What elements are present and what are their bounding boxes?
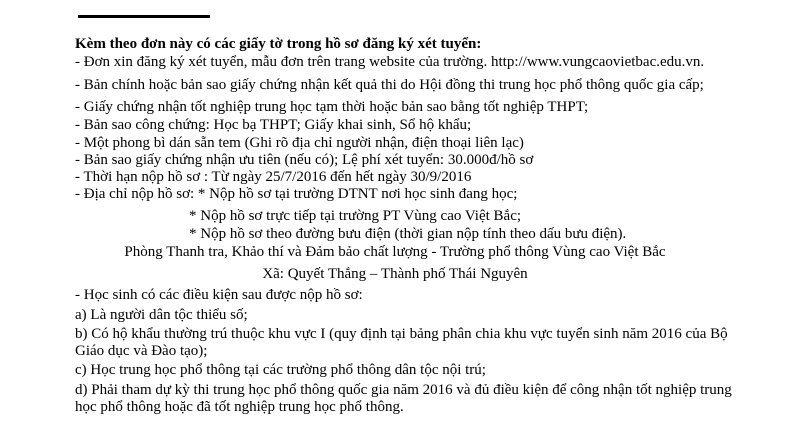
condition-item: a) Là người dân tộc thiểu số; xyxy=(75,307,248,323)
top-rule xyxy=(78,15,210,18)
doc-item: - Địa chỉ nộp hồ sơ: * Nộp hồ sơ tại trường DTNT nơi học sinh đang học; xyxy=(75,186,518,202)
address-option: * Nộp hồ sơ theo đường bưu điện (thời gian nộp tính theo dấu bưu điện). xyxy=(189,226,627,242)
condition-item: b) Có hộ khẩu thường trú thuộc khu vực I (quy định tại bảng phân chia khu vực tuyển sinh năm 2016 của Bộ xyxy=(75,326,728,342)
doc-item: - Bản chính hoặc bản sao giấy chứng nhận kết quả thi do Hội đồng thi trung học phổ thông quốc gia cấp; xyxy=(75,77,704,93)
doc-item: - Đơn xin đăng ký xét tuyển, mẫu đơn trên trang website của trường. http://www.vungcaovietbac.edu.vn. xyxy=(75,54,705,70)
condition-item: học phổ thông hoặc đã tốt nghiệp trung học phổ thông. xyxy=(75,399,404,415)
department-line: Phòng Thanh tra, Khảo thí và Đảm bảo chất lượng - Trường phổ thông Vùng cao Việt Bắc xyxy=(124,244,666,260)
doc-item: - Một phong bì dán sẵn tem (Ghi rõ địa chỉ người nhận, điện thoại liên lạc) xyxy=(75,135,524,151)
condition-item: c) Học trung học phổ thông tại các trường phổ thông dân tộc nội trú; xyxy=(75,362,486,378)
condition-item: d) Phải tham dự kỳ thi trung học phổ thông quốc gia năm 2016 và đủ điều kiện để công nhận tốt nghiệp trung xyxy=(75,382,732,398)
condition-item: Giáo dục và Đào tạo); xyxy=(75,343,208,359)
location-line: Xã: Quyết Thắng – Thành phố Thái Nguyên xyxy=(262,266,528,282)
doc-item: - Bản sao công chứng: Học bạ THPT; Giấy khai sinh, Sổ hộ khẩu; xyxy=(75,117,472,133)
eligibility-intro: - Học sinh có các điều kiện sau được nộp hồ sơ: xyxy=(75,287,363,303)
address-option: * Nộp hồ sơ trực tiếp tại trường PT Vùng cao Việt Bắc; xyxy=(189,208,522,224)
doc-item: - Thời hạn nộp hồ sơ : Từ ngày 25/7/2016 đến hết ngày 30/9/2016 xyxy=(75,169,472,185)
heading: Kèm theo đơn này có các giấy tờ trong hồ sơ đăng ký xét tuyển: xyxy=(75,36,482,52)
doc-item: - Bản sao giấy chứng nhận ưu tiên (nếu có); Lệ phí xét tuyển: 30.000đ/hồ sơ xyxy=(75,152,534,168)
doc-item: - Giấy chứng nhận tốt nghiệp trung học tạm thời hoặc bản sao bằng tốt nghiệp THPT; xyxy=(75,99,589,115)
